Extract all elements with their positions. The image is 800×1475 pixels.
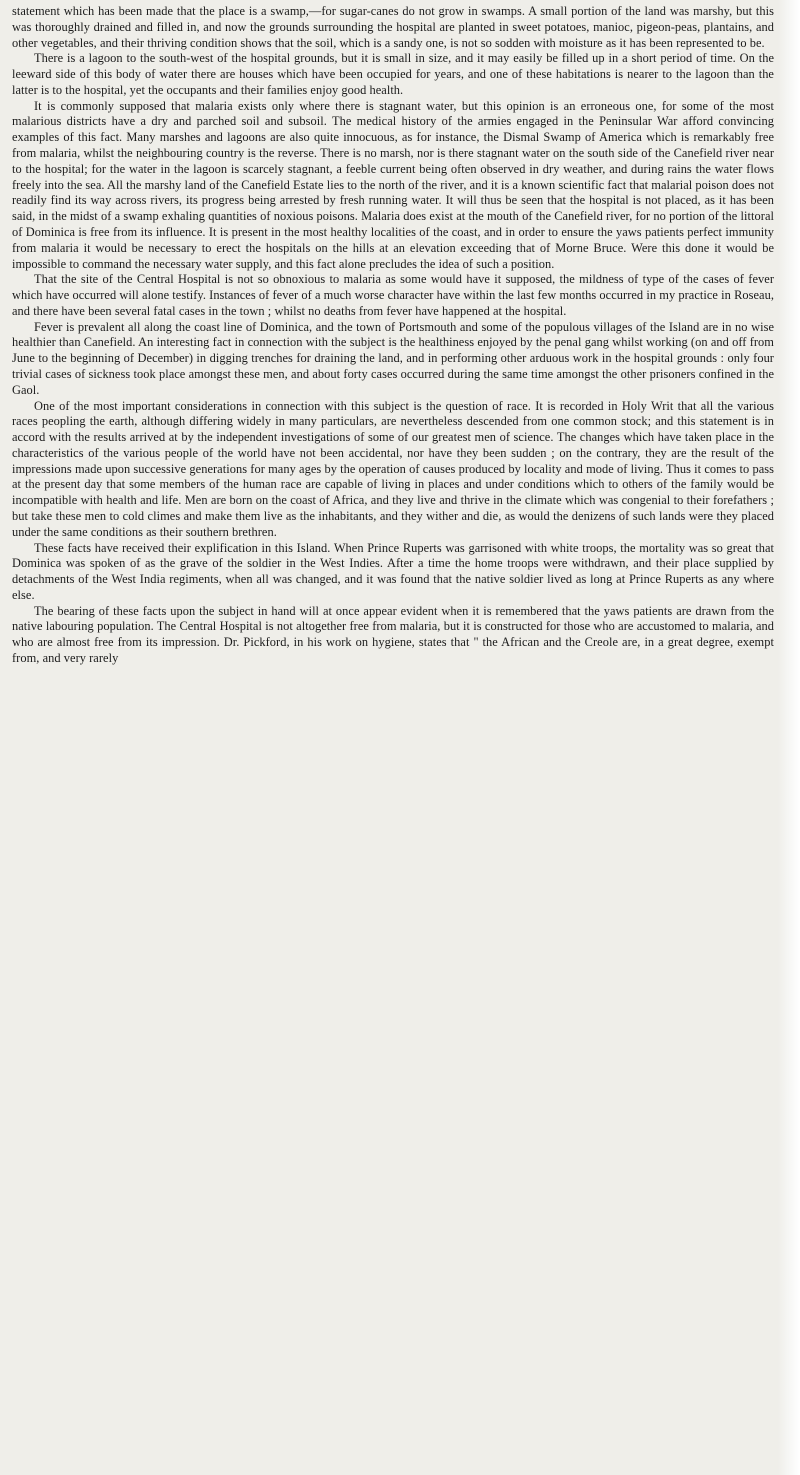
document-body	[12, 4, 774, 667]
paragraph-fever: Fever is prevalent all along the coast line of Dominica, and the town of Portsmouth and some of the populous villages of the Island are in no wise healthier than Canefield. An interesting fact in connection with the subject is the healthiness enjoyed by the penal gang whilst working (on and off from June to the beginning of December) in digging trenches for draining the land, and in performing other arduous work in the hospital grounds : only four trivial cases of sickness took place amongst these men, and about forty cases occurred during the same time amongst the other prisoners confined in the Gaol.	[12, 319, 774, 397]
paragraph-malaria: It is commonly supposed that malaria exists only where there is stagnant water, but this opinion is an erroneous one, for some of the most malarious districts have a dry and parched soil and subsoil. The medical history of the armies engaged in the Peninsular War afford convincing examples of this fact. Many marshes and lagoons are also quite innocuous, as for instance, the Dismal Swamp of America which is remarkably free from malaria, whilst the neighbouring country is the reverse. There is no marsh, nor is there stagnant water on the south side of the Canefield river near to the hospital; for the water in the lagoon is scarcely stagnant, a feeble current being often observed in dry weather, and during rains the water flows freely into the sea. All the marshy land of the Canefield Estate lies to the north of the river, and it is a known scientific fact that malarial poison does not readily find its way across rivers, its progress being arrested by fresh running water. It will thus be seen that the hospital is not placed, as it has been said, in the midst of a swamp exhaling quantities of noxious poisons. Malaria does exist at the mouth of the Canefield river, for no portion of the littoral of Dominica is free from its influence. It is present in the most healthy localities of the coast, and in order to ensure the yaws patients perfect immunity from malaria it would be necessary to erect the hospitals on the hills at an elevation exceeding that of Morne Bruce. Were this done it would be impossible to command the necessary water supply, and this fact alone precludes the idea of such a position.	[12, 98, 774, 271]
paragraph-soil: statement which has been made that the place is a swamp,—for sugar-canes do not grow in swamps. A small portion of the land was marshy, but this was thoroughly drained and filled in, and now the grounds surrounding the hospital are planted in sweet potatoes, manioc, pigeon-peas, plantains, and other vegetables, and their thriving condition shows that the soil, which is a sandy one, is not so sodden with moisture as it has been represented to be.	[12, 4, 774, 50]
paragraph-hospital-site: That the site of the Central Hospital is not so obnoxious to malaria as some would have it supposed, the mildness of type of the cases of fever which have occurred will alone testify. Instances of fever of a much worse character have within the last few months occurred in my practice in Roseau, and there have been several fatal cases in the town ; whilst no deaths from fever have happened at the hospital.	[12, 272, 774, 318]
paragraph-island-facts: These facts have received their explification in this Island. When Prince Ruperts was garrisoned with white troops, the mortality was so great that Dominica was spoken of as the grave of the soldier in the West Indies. After a time the home troops were withdrawn, and their place supplied by detachments of the West India regiments, when all was changed, and it was found that the native soldier lived as long at Prince Ruperts as any where else.	[12, 540, 774, 602]
paragraph-yaws-patients: The bearing of these facts upon the subject in hand will at once appear evident when it is remembered that the yaws patients are drawn from the native labouring population. The Central Hospital is not altogether free from malaria, but it is constructed for those who are accustomed to malaria, and who are almost free from its impression. Dr. Pickford, in his work on hygiene, states that " the African and the Creole are, in a great degree, exempt from, and very rarely	[12, 603, 774, 666]
page-edge	[778, 0, 800, 1475]
paragraph-lagoon: There is a lagoon to the south-west of the hospital grounds, but it is small in size, and it may easily be filled up in a short period of time. On the leeward side of this body of water there are houses which have been occupied for years, and one of these habitations is nearer to the lagoon than the latter is to the hospital, yet the occupants and their families enjoy good health.	[12, 51, 774, 97]
paragraph-race: One of the most important considerations in connection with this subject is the question of race. It is recorded in Holy Writ that all the various races peopling the earth, although differing widely in many particulars, are nevertheless descended from one common stock; and this statement is in accord with the results arrived at by the independent investigations of some of our greatest men of science. The changes which have taken place in the characteristics of the various people of the world have not been accidental, nor have they been sudden ; on the contrary, they are the result of the impressions made upon successive generations for many ages by the operation of causes produced by locality and mode of living. Thus it comes to pass at the present day that some members of the human race are capable of living in places and under conditions which to others of the family would be incompatible with health and life. Men are born on the coast of Africa, and they live and thrive in the climate which was congenial to their forefathers ; but take these men to cold climes and make them live as the inhabitants, and they wither and die, as would the denizens of such lands were they placed under the same conditions as their southern brethren.	[12, 398, 774, 539]
